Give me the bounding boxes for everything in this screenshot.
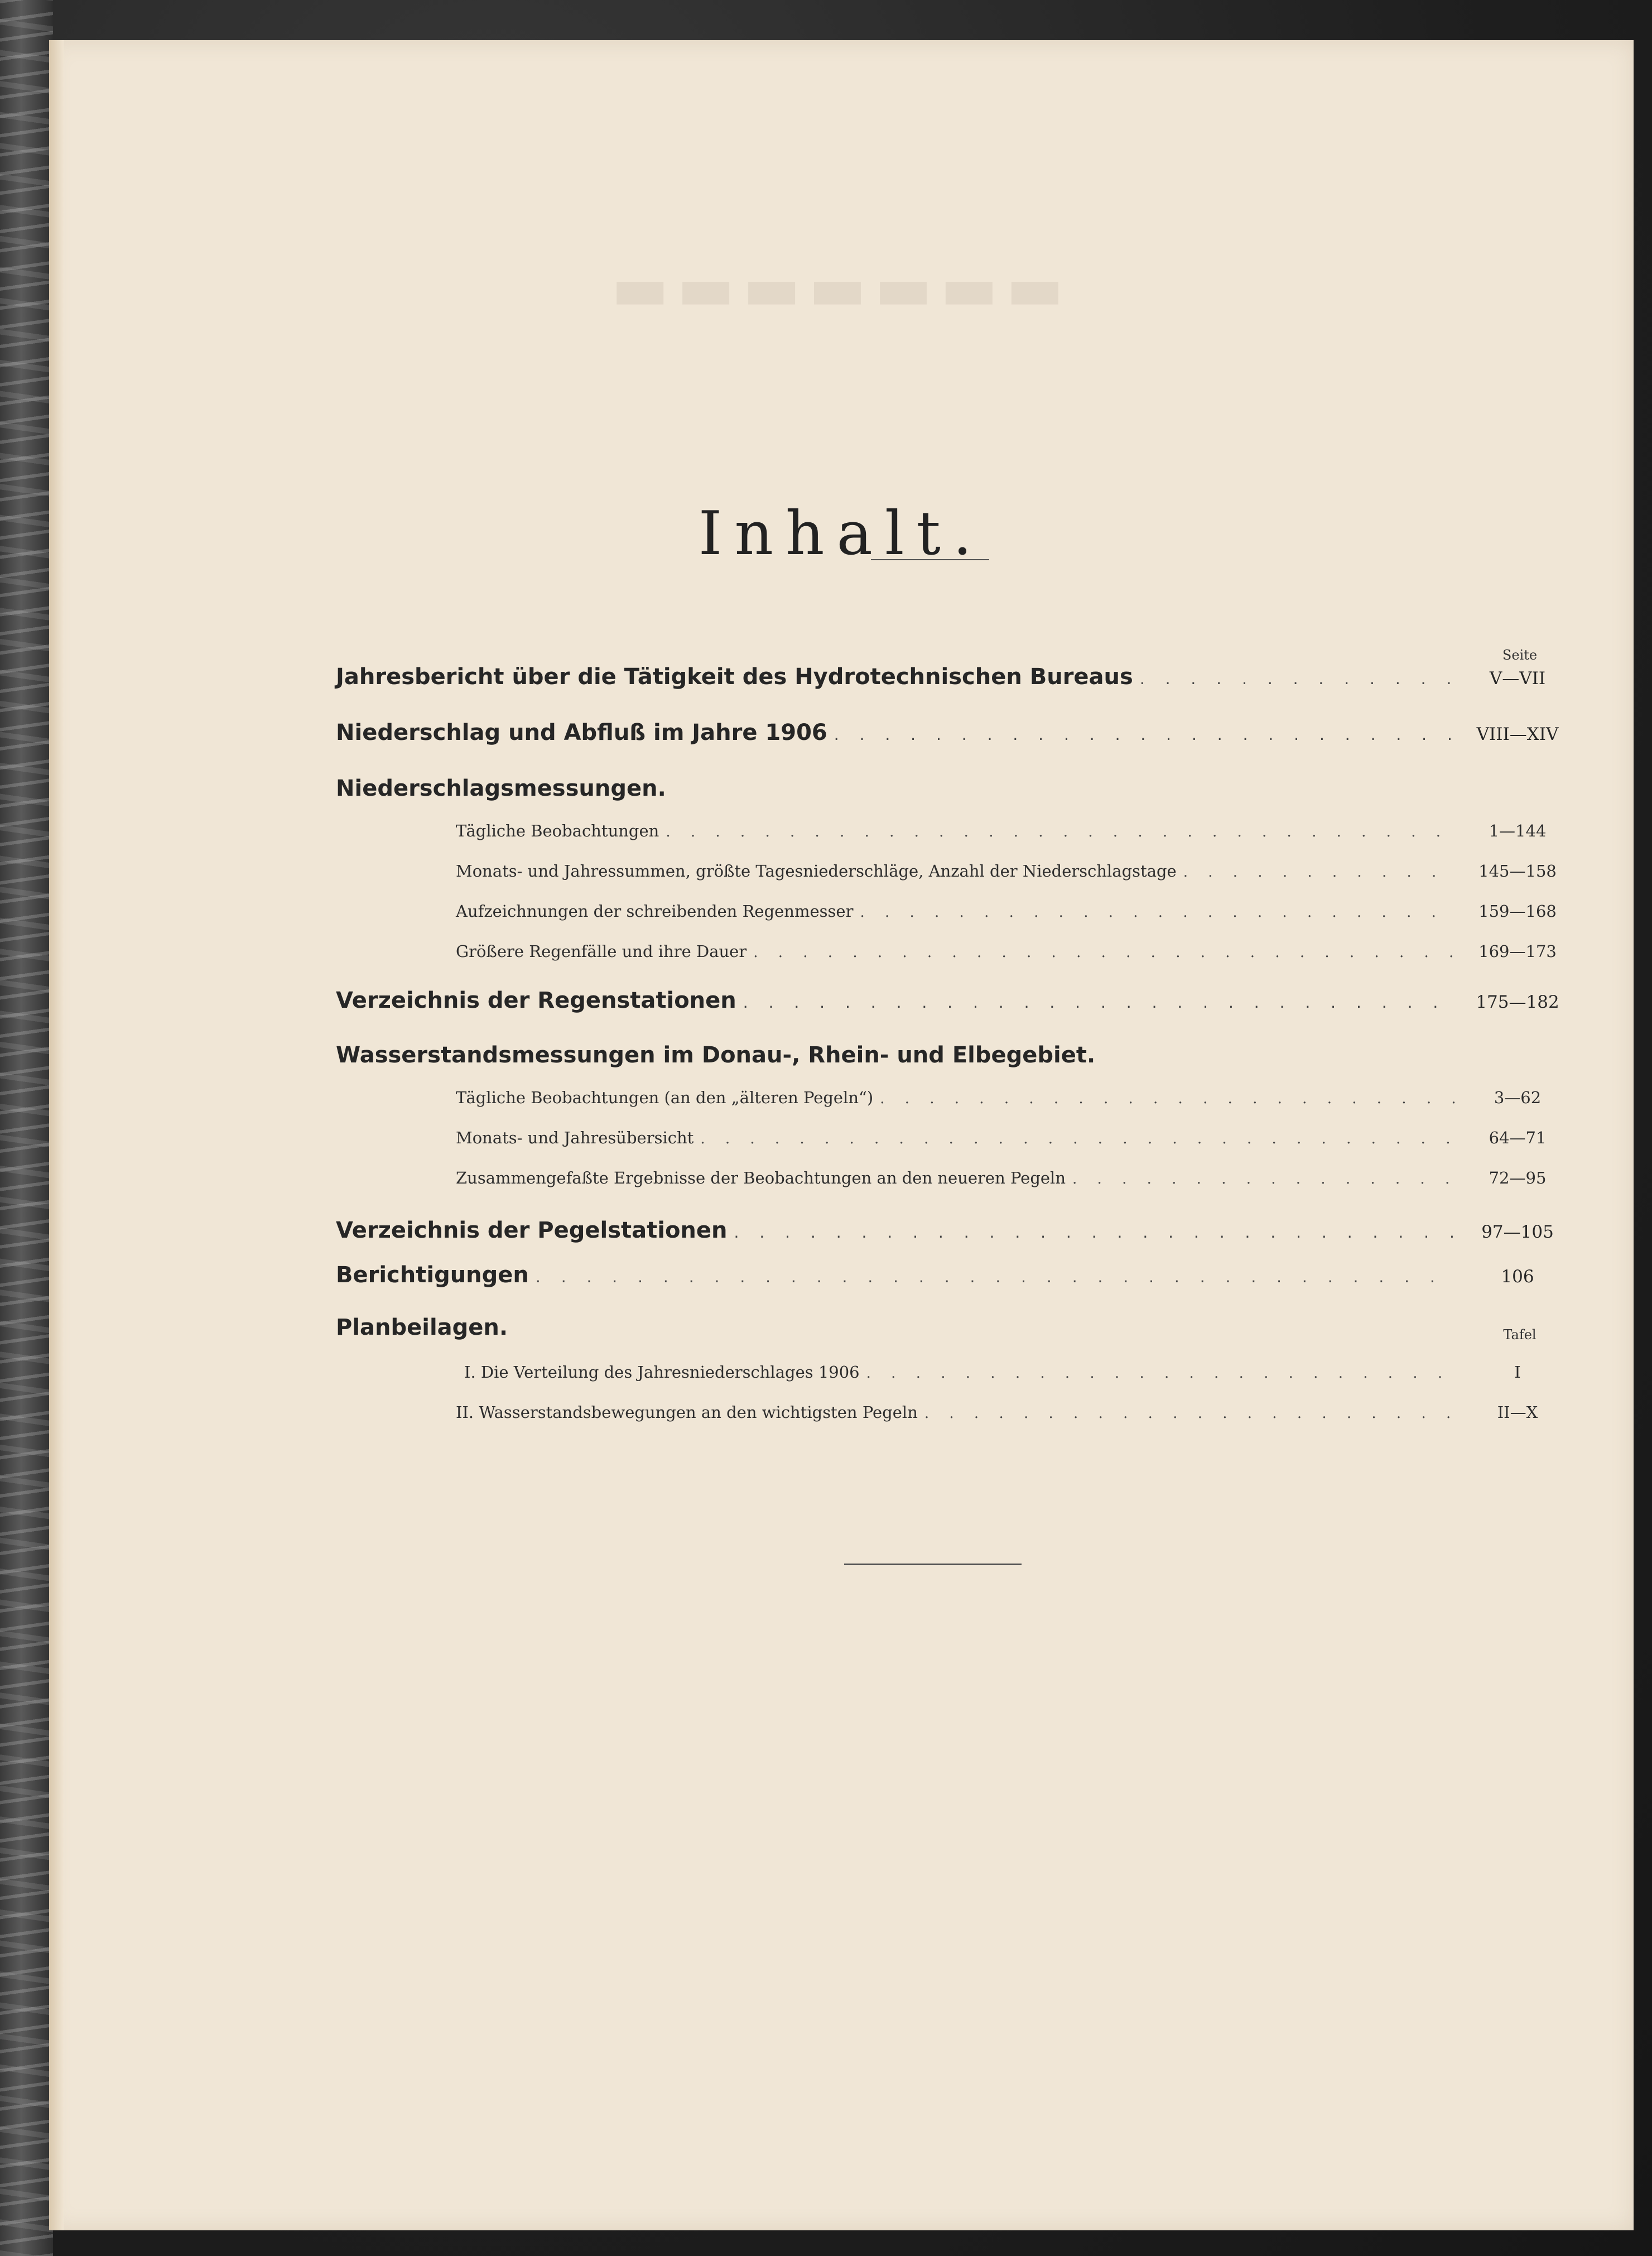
dot-leader: [834, 725, 1455, 744]
dot-leader: [1072, 1171, 1455, 1187]
toc-entry: [336, 664, 1573, 690]
toc-entry: [336, 1218, 1573, 1243]
page-title: Inhalt.: [698, 499, 985, 569]
toc-subentry-page: I: [1514, 1363, 1521, 1382]
toc-subentry-page: 72—95: [1489, 1168, 1547, 1187]
toc-subentry: [456, 1128, 1573, 1147]
dot-leader: [743, 993, 1455, 1012]
toc-subentry-label: Größere Regenfälle und ihre Dauer: [456, 942, 747, 961]
closing-divider: [844, 1564, 1022, 1565]
toc-entry-label: Verzeichnis der Pegelstationen: [336, 1218, 728, 1243]
toc-section-heading: Niederschlagsmessungen.: [336, 776, 666, 801]
toc-entry: [336, 720, 1573, 745]
toc-entry: [336, 1262, 1573, 1288]
toc-entry-label: Niederschlag und Abfluß im Jahre 1906: [336, 720, 827, 745]
toc-subentry-page: 64—71: [1489, 1128, 1547, 1147]
page-column-header: Seite: [1502, 647, 1538, 663]
toc-subentry: [456, 902, 1573, 921]
toc-subentry: [456, 942, 1573, 961]
dot-leader: [1183, 864, 1455, 881]
plate-column-header: Tafel: [1503, 1327, 1537, 1343]
dot-leader: [536, 1268, 1455, 1286]
dot-leader: [880, 1090, 1455, 1107]
toc-subentry-page: 3—62: [1494, 1088, 1542, 1107]
toc-subentry-label: II. Wasserstandsbewegungen an den wichtigsten Pegeln: [456, 1403, 918, 1422]
toc-entry-page: 97—105: [1481, 1222, 1554, 1242]
dot-leader: [734, 1223, 1455, 1242]
toc-subentry: [456, 821, 1573, 840]
toc-subentry-label: Tägliche Beobachtungen: [456, 821, 659, 840]
toc-subentry-label: Aufzeichnungen der schreibenden Regenmesser: [456, 902, 854, 921]
document-page: [49, 40, 1634, 2230]
dot-leader: [700, 1131, 1455, 1147]
dot-leader: [924, 1405, 1455, 1422]
toc-subentry-page: 1—144: [1489, 821, 1547, 840]
toc-subentry-page: 159—168: [1478, 902, 1557, 921]
toc-subentry-label: Monats- und Jahresübersicht: [456, 1128, 694, 1147]
book-binding: [0, 0, 53, 2256]
toc-subentry: [456, 1168, 1573, 1187]
toc-entry: [336, 988, 1573, 1013]
toc-subentry-label: Tägliche Beobachtungen (an den „älteren Pegeln“): [456, 1088, 874, 1107]
dot-leader: [666, 824, 1455, 840]
toc-subentry-label: I. Die Verteilung des Jahresniederschlages 1906: [464, 1363, 860, 1382]
toc-subentry: [456, 1403, 1573, 1422]
toc-entry-label: Berichtigungen: [336, 1262, 529, 1288]
toc-entry-page: VIII—XIV: [1476, 724, 1559, 744]
toc-entry-page: 106: [1501, 1267, 1534, 1287]
toc-subentry: [456, 862, 1573, 881]
toc-subentry-page: II—X: [1497, 1403, 1538, 1422]
toc-subentry-label: Zusammengefaßte Ergebnisse der Beobachtungen an den neueren Pegeln: [456, 1168, 1066, 1187]
toc-subentry-label: Monats- und Jahressummen, größte Tagesniederschläge, Anzahl der Niederschlagstage: [456, 862, 1177, 881]
dot-leader: [1140, 670, 1455, 688]
toc-subentry: [456, 1088, 1573, 1107]
toc-section-heading: Wasserstandsmessungen im Donau-, Rhein- und Elbegebiet.: [336, 1042, 1096, 1068]
toc-entry-label: Jahresbericht über die Tätigkeit des Hydrotechnischen Bureaus: [336, 664, 1133, 690]
table-of-contents: [49, 40, 1634, 2230]
toc-subentry: [464, 1363, 1573, 1382]
toc-entry-page: V—VII: [1489, 668, 1546, 689]
dot-leader: [866, 1365, 1455, 1382]
toc-subentry-page: 145—158: [1478, 862, 1557, 881]
toc-entry-label: Verzeichnis der Regenstationen: [336, 988, 736, 1013]
dot-leader: [860, 904, 1455, 921]
toc-subentry-page: 169—173: [1478, 942, 1557, 961]
toc-entry-page: 175—182: [1476, 992, 1559, 1012]
bleed-through-heading: ▬▬▬▬▬▬▬: [611, 252, 1072, 324]
dot-leader: [753, 944, 1455, 961]
toc-section-heading: Planbeilagen.: [336, 1315, 508, 1340]
